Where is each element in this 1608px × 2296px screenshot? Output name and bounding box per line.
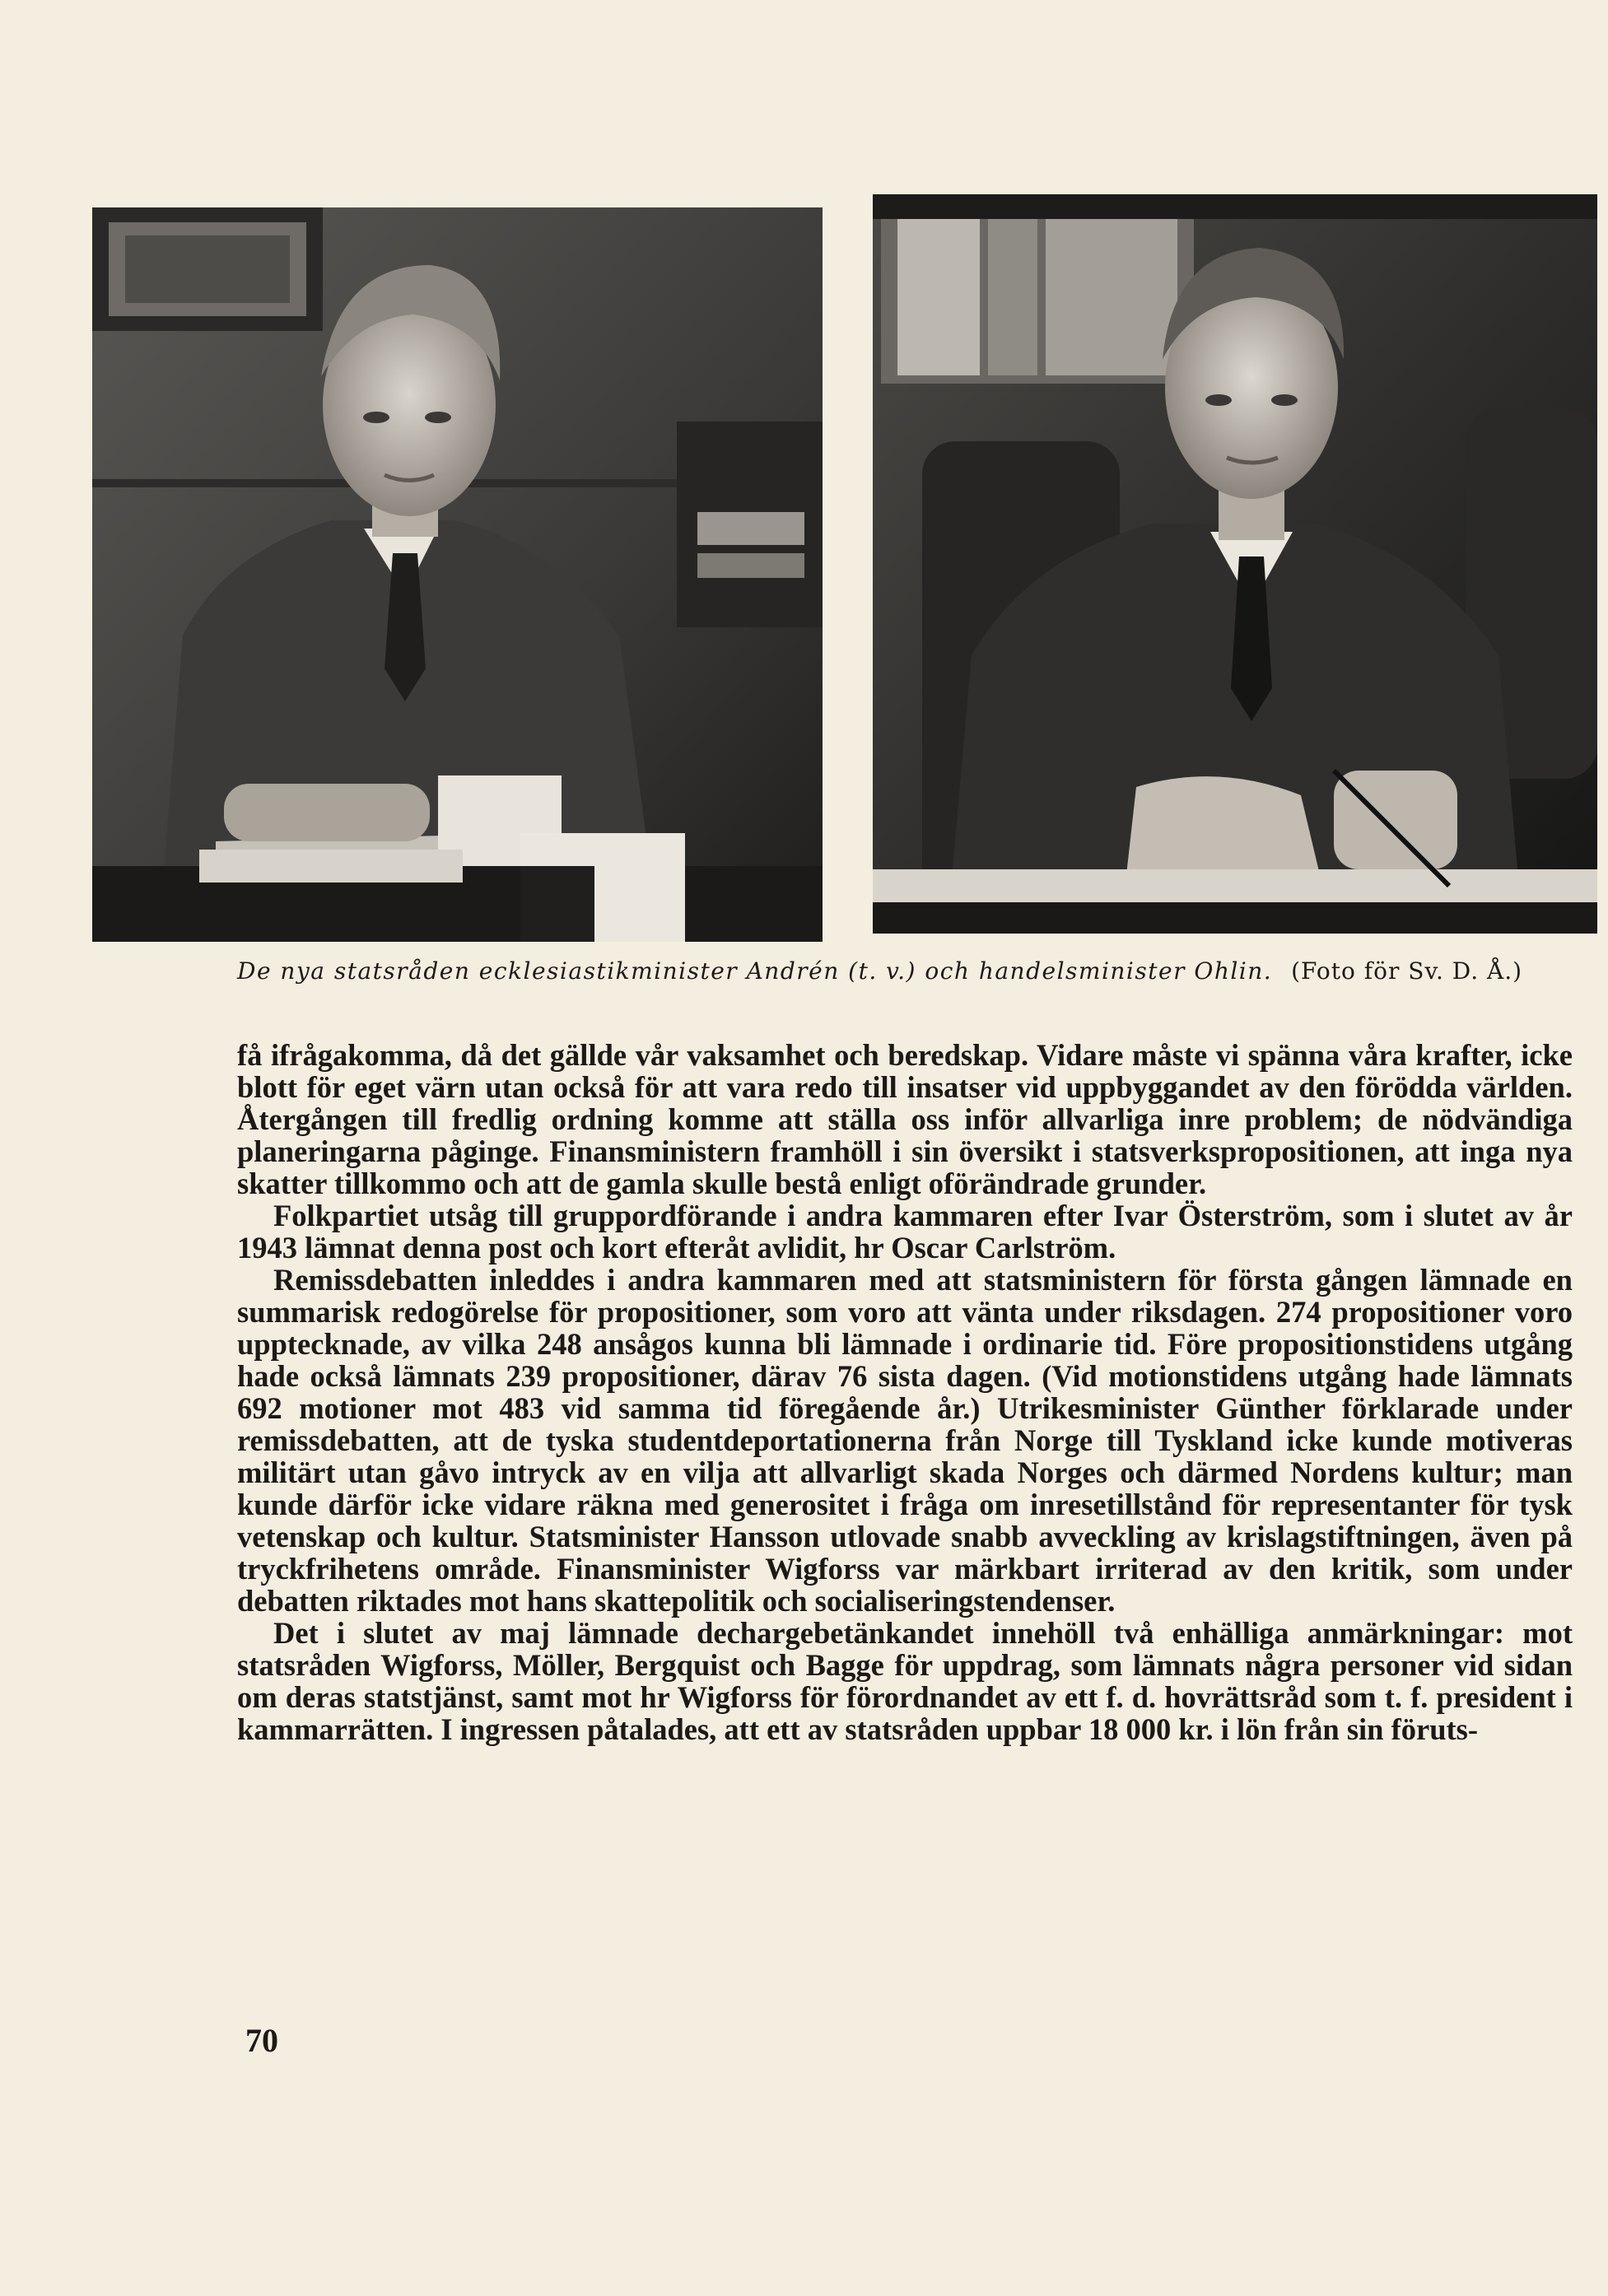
photo-ohlin-illustration: [873, 194, 1597, 934]
photo-andren-illustration: [92, 207, 823, 942]
body-text: [237, 1039, 1573, 1745]
paragraph-4: Det i slutet av maj lämnade dechargebetänkandet innehöll två enhälliga anmärkningar: mot statsråden Wigforss, Möller, Bergquist och Bagge för uppdrag, som lämnats några personer vid sidan om deras statstjänst, samt mot hr Wigforss för förordnandet av ett f. d. hovrättsråd som t. f. president i kammarrätten. I ingressen påtalades, att ett av statsråden uppbar 18 000 kr. i lön från sin föruts-: [237, 1616, 1573, 1746]
page-number: 70: [245, 2022, 278, 2059]
paragraph-3: Remissdebatten inleddes i andra kammaren med att statsministern för första gången lämnade en summarisk redogörelse för propositioner, som voro att vänta under riksdagen. 274 propositioner voro upptecknade, av vilka 248 ansågos kunna bli lämnade i ordinarie tid. Före propositionstidens utgång hade också lämnats 239 propositioner, därav 76 sista dagen. (Vid motionstidens utgång hade lämnats 692 motioner mot 483 vid samma tid föregående år.) Utrikesminister Günther förklarade under remissdebatten, att de tyska studentdeportationerna från Norge till Tyskland icke kunde motiveras militärt utan gåvo intryck av en vilja att allvarligt skada Norges och därmed Nordens kultur; man kunde därför icke vidare räkna med generositet i fråga om inresetillstånd för representanter för tysk vetenskap och kultur. Statsminister Hansson utlovade snabb avveckling av krislagstiftningen, även på tryckfrihetens område. Finansminister Wigforss var märkbart irriterad av den kritik, som under debatten riktades mot hans skattepolitik och socialiseringstendenser.: [237, 1263, 1573, 1618]
photo-caption: [237, 955, 1571, 988]
paragraph-2: Folkpartiet utsåg till gruppordförande i andra kammaren efter Ivar Österström, som i slutet av år 1943 lämnat denna post och kort efteråt avlidit, hr Oscar Carlström.: [237, 1199, 1573, 1264]
photo-ohlin: [873, 194, 1597, 934]
caption-text: De nya statsråden ecklesiastikminister Andrén (t. v.) och handelsminister Ohlin.: [237, 957, 1273, 985]
photo-andren: [92, 207, 823, 942]
paragraph-1: få ifrågakomma, då det gällde vår vaksamhet och beredskap. Vidare måste vi spänna våra krafter, icke blott för eget värn utan också för att vara redo till insatser vid uppbyggandet av den förödda världen. Återgången till fredlig ordning komme att ställa oss inför allvarliga inre problem; de nödvändiga planeringarna påginge. Finansministern framhöll i sin översikt i statsverkspropositionen, att inga nya skatter tillkommo och att de gamla skulle bestå enligt oförändrade grunder.: [237, 1038, 1573, 1200]
photo-credit: (Foto för Sv. D. Å.): [1291, 957, 1523, 985]
